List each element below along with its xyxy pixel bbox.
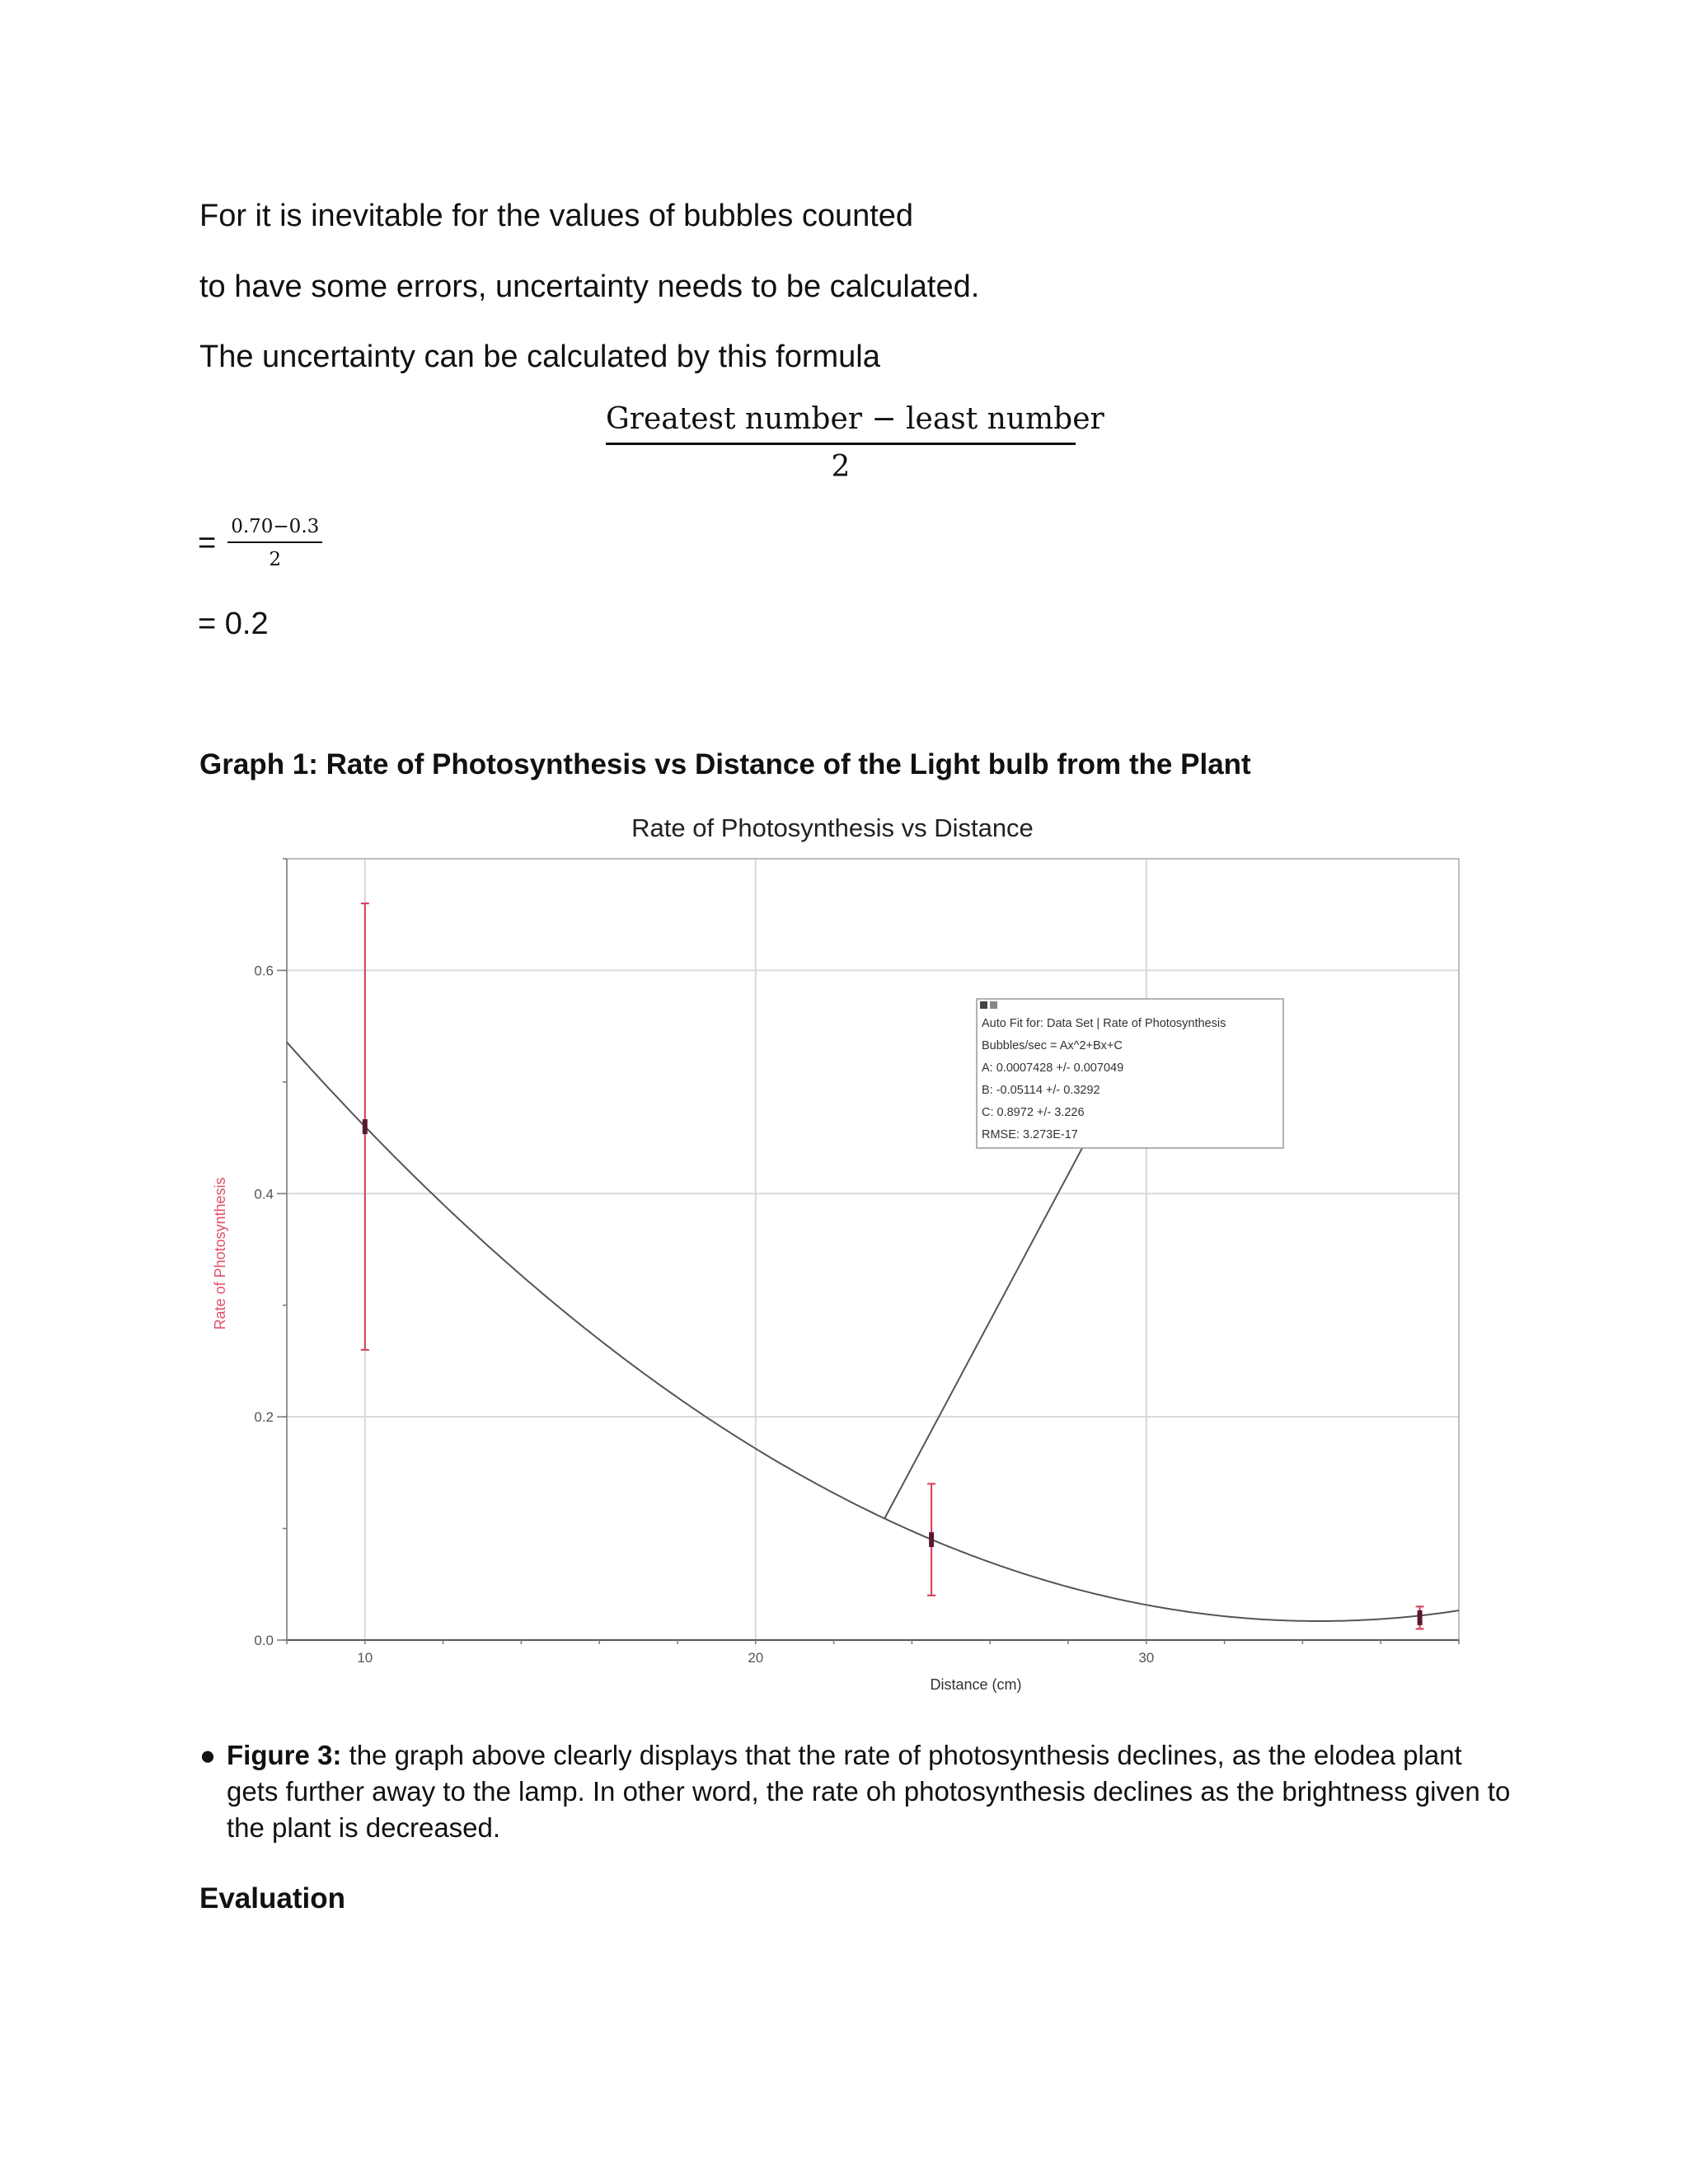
paragraph-line-3: The uncertainty can be calculated by this formula — [199, 340, 880, 374]
caption-text: the graph above clearly displays that the rate of photosynthesis declines, as the elodea plant gets further away to the lamp. In other word, the rate oh photosynthesis declines as the brightness given to the plant is decreased. — [227, 1740, 1511, 1843]
calculation-denominator: 2 — [269, 549, 282, 570]
formula-denominator: 2 — [831, 450, 851, 484]
fit-box-line: Auto Fit for: Data Set | Rate of Photosynthesis — [982, 1017, 1226, 1030]
caption-body — [227, 1737, 1518, 1846]
calculation-numerator: 0.70−0.3 — [227, 516, 322, 543]
fit-box-options-icon — [990, 1001, 997, 1009]
formula-numerator: Greatest number − least number — [606, 402, 1076, 445]
data-point — [1418, 1610, 1423, 1625]
data-point — [929, 1532, 934, 1547]
equals-sign: = — [198, 525, 217, 560]
figure-caption — [199, 1737, 1518, 1846]
fit-pointer-line — [884, 1148, 1082, 1519]
chart-title: Rate of Photosynthesis vs Distance — [631, 813, 1034, 842]
fit-info-box — [977, 999, 1283, 1148]
fit-box-line: RMSE: 3.273E-17 — [982, 1128, 1078, 1141]
y-tick-label: 0.0 — [254, 1633, 274, 1648]
calculation-fraction — [227, 516, 322, 570]
plot-frame — [287, 859, 1459, 1640]
calculation-result: = 0.2 — [198, 607, 269, 641]
fit-box-line: Bubbles/sec = Ax^2+Bx+C — [982, 1039, 1123, 1052]
fit-box-close-icon — [980, 1001, 987, 1009]
fit-box-line: B: -0.05114 +/- 0.3292 — [982, 1084, 1100, 1097]
uncertainty-formula — [606, 402, 1104, 484]
y-tick-label: 0.6 — [254, 963, 274, 979]
data-point — [363, 1119, 368, 1134]
x-tick-label: 10 — [357, 1650, 373, 1666]
y-axis-label: Rate of Photosynthesis — [212, 1177, 228, 1330]
fit-box-line: C: 0.8972 +/- 3.226 — [982, 1106, 1085, 1119]
graph-heading: Graph 1: Rate of Photosynthesis vs Distance of the Light bulb from the Plant — [199, 748, 1251, 780]
grid-layer — [287, 859, 1459, 1640]
x-tick-label: 20 — [748, 1650, 764, 1666]
calculation-step — [198, 516, 322, 570]
y-tick-label: 0.4 — [254, 1186, 274, 1202]
caption-label: Figure 3: — [227, 1740, 342, 1770]
axis-layer — [254, 859, 1459, 1666]
paragraph-line-1: For it is inevitable for the values of bubbles counted — [199, 199, 914, 233]
x-axis-label: Distance (cm) — [930, 1676, 1022, 1693]
fit-box-line: A: 0.0007428 +/- 0.007049 — [982, 1062, 1124, 1075]
x-tick-label: 30 — [1138, 1650, 1155, 1666]
paragraph-line-2: to have some errors, uncertainty needs to be calculated. — [199, 269, 980, 304]
photosynthesis-chart — [190, 804, 1475, 1694]
caption-bullet: ● — [199, 1740, 216, 1770]
evaluation-heading: Evaluation — [199, 1882, 345, 1915]
y-tick-label: 0.2 — [254, 1409, 274, 1426]
